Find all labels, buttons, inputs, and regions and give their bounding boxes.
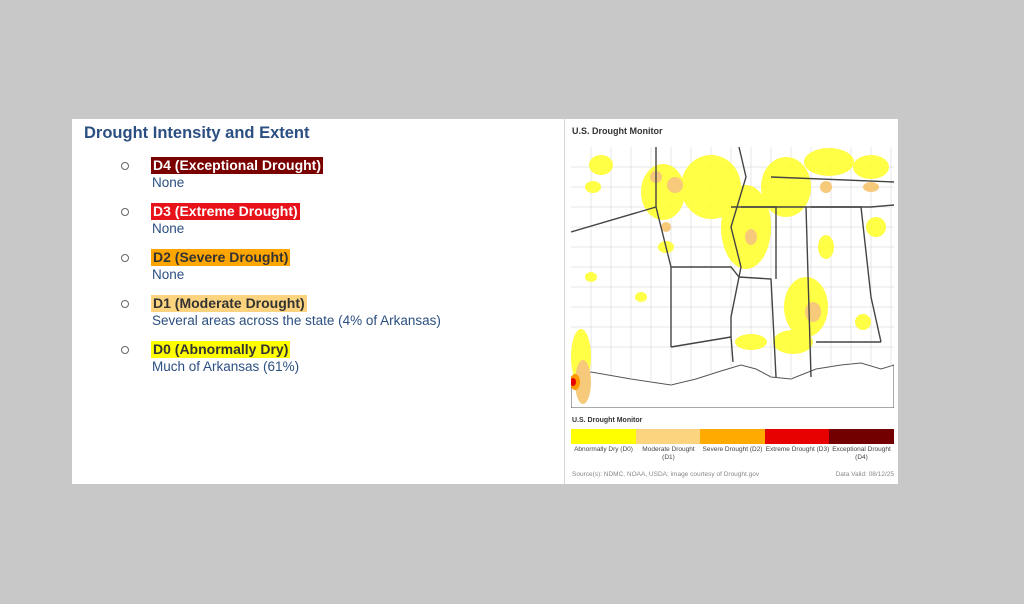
- legend-bar: [571, 429, 894, 444]
- category-description: None: [152, 267, 185, 282]
- list-item-d3: [72, 203, 564, 245]
- drought-summary-panel: [72, 119, 564, 484]
- page-title: Drought Intensity and Extent: [84, 124, 310, 142]
- category-description: None: [152, 175, 185, 190]
- list-item-d2: [72, 249, 564, 291]
- data-valid-date: Data Valid: 08/12/25: [835, 471, 894, 478]
- bullet-icon: [121, 254, 129, 262]
- bullet-icon: [121, 300, 129, 308]
- legend-label: Severe Drought (D2): [702, 446, 763, 453]
- legend-swatch-d0: [571, 429, 636, 444]
- bullet-icon: [121, 208, 129, 216]
- category-label: D3 (Extreme Drought): [153, 203, 298, 219]
- bullet-icon: [121, 346, 129, 354]
- legend-swatch-d3: [765, 429, 829, 444]
- legend-label: Abnormally Dry (D0): [574, 446, 633, 453]
- drought-map-image: [571, 147, 894, 408]
- category-description: Much of Arkansas (61%): [152, 359, 300, 374]
- legend-swatch-d4: [829, 429, 894, 444]
- list-item-d4: [72, 157, 564, 199]
- list-item-d0: [72, 341, 564, 383]
- legend-swatch-d2: [700, 429, 765, 444]
- bullet-icon: [121, 162, 129, 170]
- legend-label: Exceptional Drought (D4): [832, 446, 891, 461]
- legend-label: Extreme Drought (D3): [765, 446, 830, 453]
- category-description: Several areas across the state (4% of Arkansas): [152, 313, 441, 328]
- drought-monitor-panel: [565, 119, 898, 484]
- category-label: D1 (Moderate Drought): [153, 295, 305, 311]
- category-label: D2 (Severe Drought): [153, 249, 289, 265]
- legend-title: U.S. Drought Monitor: [572, 417, 643, 424]
- legend-swatch-d1: [636, 429, 700, 444]
- category-label: D0 (Abnormally Dry): [153, 341, 289, 357]
- category-label: D4 (Exceptional Drought): [153, 157, 322, 173]
- source-credit: Source(s): NDMC, NOAA, USDA; image courtesy of Drought.gov: [572, 471, 760, 478]
- slide: [72, 119, 898, 484]
- drought-map: [571, 147, 894, 408]
- map-title: U.S. Drought Monitor: [572, 126, 663, 136]
- legend-label: Moderate Drought (D1): [642, 446, 695, 461]
- list-item-d1: [72, 295, 564, 337]
- category-description: None: [152, 221, 185, 236]
